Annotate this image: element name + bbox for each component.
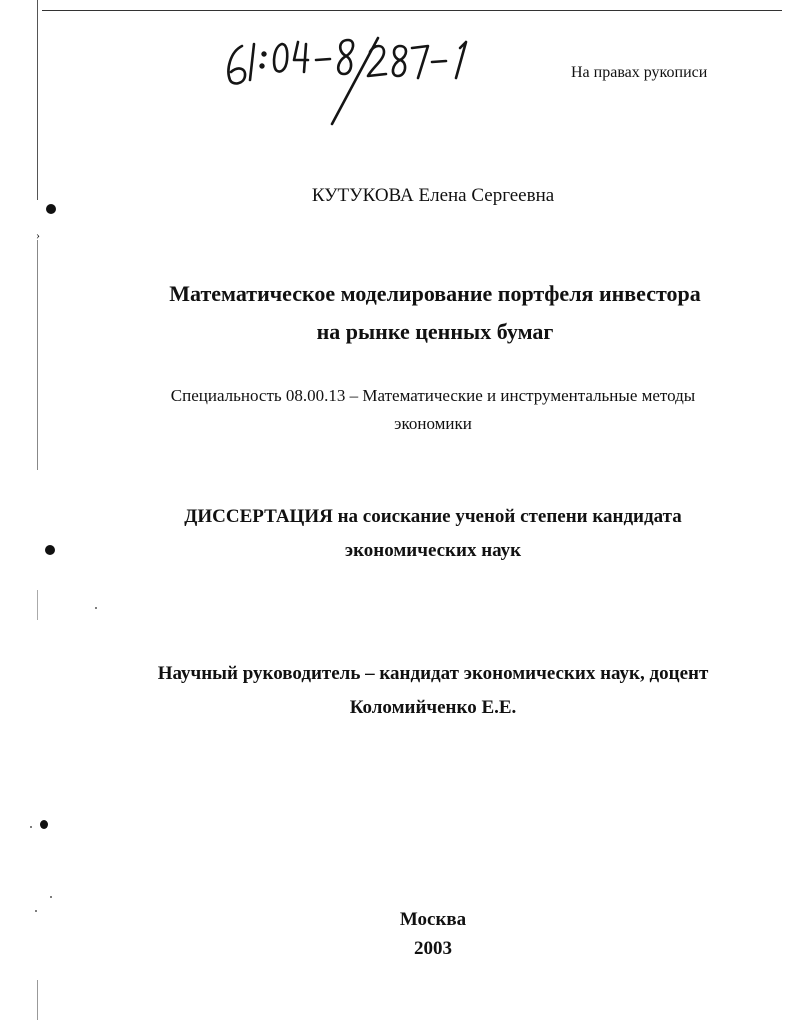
specialty-line-1: Специальность 08.00.13 – Математические и инструментальные методы: [170, 386, 696, 405]
degree-statement-line-2: экономических наук: [344, 540, 522, 561]
handwritten-archive-number: [220, 30, 500, 130]
degree-statement-text: на соискание ученой степени кандидата: [332, 506, 682, 527]
top-edge-rule: [42, 10, 782, 11]
dissertation-title-line-2: на рынке ценных бумаг: [316, 319, 554, 344]
binding-edge-line: [37, 590, 38, 620]
specialty-line-2: экономики: [394, 414, 472, 433]
binding-edge-line: [37, 980, 38, 1020]
handwritten-archive-number-drawing: [220, 30, 500, 130]
supervisor-line-1: Научный руководитель – кандидат экономических наук, доцент: [157, 663, 709, 684]
supervisor-name: Коломийченко Е.Е.: [349, 697, 517, 718]
rights-note: На правах рукописи: [571, 64, 708, 81]
binding-edge-line: [37, 240, 38, 470]
degree-statement-line-1: [36, 506, 794, 528]
dissertation-keyword: ДИССЕРТАЦИЯ: [184, 506, 333, 527]
city: Москва: [399, 909, 467, 930]
punch-hole-mark: [40, 820, 48, 829]
binding-edge-line: [37, 0, 38, 200]
scan-speck: [95, 607, 97, 609]
edge-tick-mark: ›: [36, 228, 40, 242]
scan-speck: [30, 826, 32, 828]
scan-speck: [50, 896, 52, 898]
author-name: КУТУКОВА Елена Сергеевна: [311, 185, 555, 206]
dissertation-title-line-1: Математическое моделирование портфеля инвестора: [169, 281, 701, 306]
year: 2003: [414, 938, 452, 959]
